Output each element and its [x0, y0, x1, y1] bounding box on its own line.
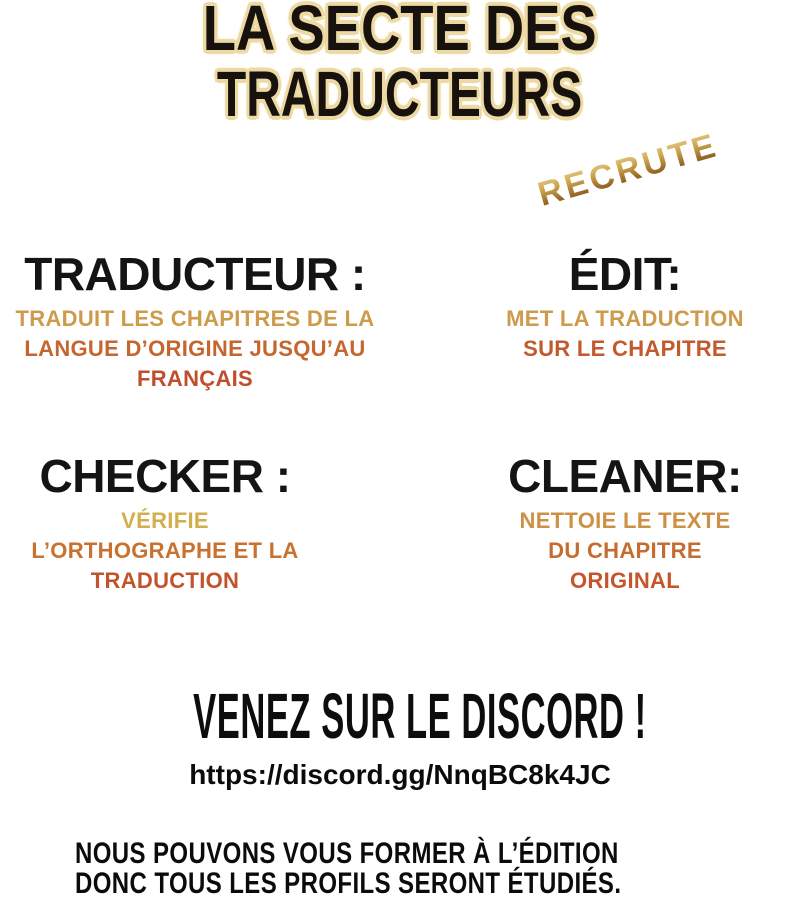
role-desc-cleaner [450, 506, 800, 596]
footer-note-line-2: DONC TOUS LES PROFILS SERONT ÉTUDIÉS. [75, 867, 622, 900]
role-heading-cleaner: CLEANER: [508, 450, 742, 502]
role-section-traducteur [0, 250, 390, 394]
footer-note [75, 839, 621, 899]
role-desc-edit [450, 304, 800, 364]
role-desc-line: NETTOIE LE TEXTE [519, 508, 731, 533]
poster-title-line-2 [0, 58, 800, 130]
role-desc-line: ORIGINAL [570, 568, 680, 593]
poster-title-line-1-text: LA SECTE DES [203, 0, 597, 64]
role-desc-line: VÉRIFIE [121, 508, 209, 533]
role-section-edit [450, 250, 800, 364]
role-heading-edit: ÉDIT: [568, 248, 682, 300]
role-section-cleaner [450, 452, 800, 596]
role-desc-line: MET LA TRADUCTION [506, 306, 744, 331]
poster-title-line-2-text: TRADUCTEURS [217, 58, 583, 130]
discord-url-link[interactable]: https://discord.gg/NnqBC8k4JC [189, 759, 611, 790]
role-desc-line: FRANÇAIS [136, 366, 254, 391]
role-desc-line: TRADUCTION [90, 568, 240, 593]
role-heading-checker: CHECKER : [39, 450, 291, 502]
role-desc-line: DU CHAPITRE [548, 538, 702, 563]
role-desc-line: LANGUE D’ORIGINE JUSQU’AU [24, 336, 366, 361]
poster-title-line-1 [0, 0, 800, 64]
role-desc-traducteur [0, 304, 390, 394]
role-desc-line: TRADUIT LES CHAPITRES DE LA [15, 306, 375, 331]
recrute-banner: RECRUTE [526, 123, 729, 217]
footer-note-line-1: NOUS POUVONS VOUS FORMER À L’ÉDITION [75, 837, 619, 870]
role-heading-traducteur: TRADUCTEUR : [24, 248, 366, 300]
poster-title [0, 0, 800, 130]
discord-heading-text: VENEZ SUR LE DISCORD ! [193, 680, 647, 752]
discord-heading [0, 680, 800, 752]
role-desc-checker [0, 506, 330, 596]
role-desc-line: SUR LE CHAPITRE [523, 336, 727, 361]
role-section-checker [0, 452, 330, 596]
role-desc-line: L’ORTHOGRAPHE ET LA [31, 538, 299, 563]
